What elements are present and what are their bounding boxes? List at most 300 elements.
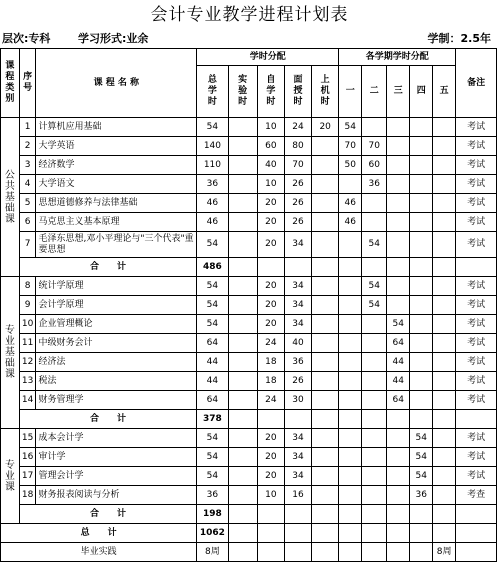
semester-hours-cell: 54 bbox=[339, 118, 362, 137]
semester-hours-cell bbox=[410, 277, 433, 296]
remark-cell: 考试 bbox=[456, 156, 497, 175]
years-label: 学制：2.5年 bbox=[427, 32, 491, 45]
seq-cell: 15 bbox=[19, 429, 36, 448]
plan-table bbox=[0, 48, 497, 562]
empty-cell bbox=[312, 258, 339, 277]
semester-hours-cell bbox=[387, 486, 410, 505]
semester-hours-cell bbox=[387, 137, 410, 156]
semester-hours-cell: 60 bbox=[362, 156, 387, 175]
semester-hours-cell bbox=[433, 391, 456, 410]
grand-total-label: 总 计 bbox=[1, 524, 197, 543]
table-row bbox=[1, 296, 497, 315]
seq-cell: 10 bbox=[19, 315, 36, 334]
table-row bbox=[1, 277, 497, 296]
self-hours-cell: 20 bbox=[257, 232, 284, 258]
course-name-cell: 经济数学 bbox=[36, 156, 197, 175]
semester-hours-cell bbox=[410, 353, 433, 372]
self-hours-cell: 20 bbox=[257, 315, 284, 334]
seq-cell: 2 bbox=[19, 137, 36, 156]
semester-hours-cell bbox=[433, 175, 456, 194]
empty-cell bbox=[410, 524, 433, 543]
total-hours-cell: 64 bbox=[197, 391, 228, 410]
exp-hours-cell bbox=[228, 137, 257, 156]
semester-hours-cell bbox=[410, 232, 433, 258]
table-row bbox=[1, 194, 497, 213]
semester-hours-cell bbox=[410, 315, 433, 334]
seq-cell: 13 bbox=[19, 372, 36, 391]
face-hours-cell: 80 bbox=[284, 137, 311, 156]
course-name-cell: 大学语文 bbox=[36, 175, 197, 194]
face-hours-cell: 26 bbox=[284, 194, 311, 213]
remark-cell: 考试 bbox=[456, 137, 497, 156]
empty-cell bbox=[284, 505, 311, 524]
empty-cell bbox=[228, 524, 257, 543]
category-header: 课程类别 bbox=[1, 49, 20, 118]
semester-hours-cell bbox=[362, 213, 387, 232]
semester-hours-cell bbox=[433, 372, 456, 391]
subtotal-label: 合 计 bbox=[19, 410, 196, 429]
total-hours-cell: 36 bbox=[197, 486, 228, 505]
category-cell: 专业课 bbox=[1, 429, 20, 524]
empty-cell bbox=[410, 543, 433, 562]
course-name-cell: 毛泽东思想,邓小平理论与"三个代表"重要思想 bbox=[36, 232, 197, 258]
category-cell: 公共基础课 bbox=[1, 118, 20, 277]
semester-hours-cell: 70 bbox=[362, 137, 387, 156]
semester-hours-cell: 54 bbox=[362, 232, 387, 258]
semester-hours-cell: 50 bbox=[339, 156, 362, 175]
semester-hours-cell bbox=[433, 334, 456, 353]
self-hours-cell: 24 bbox=[257, 391, 284, 410]
semester-hours-cell: 36 bbox=[362, 175, 387, 194]
semester-hours-cell: 54 bbox=[362, 296, 387, 315]
course-name-cell: 会计学原理 bbox=[36, 296, 197, 315]
semester-hours-cell bbox=[433, 448, 456, 467]
self-hours-cell: 40 bbox=[257, 156, 284, 175]
face-hours-cell: 40 bbox=[284, 334, 311, 353]
empty-cell bbox=[456, 543, 497, 562]
seq-cell: 6 bbox=[19, 213, 36, 232]
semester-hours-cell bbox=[433, 213, 456, 232]
empty-cell bbox=[433, 524, 456, 543]
exp-hours-cell bbox=[228, 353, 257, 372]
empty-cell bbox=[339, 543, 362, 562]
empty-cell bbox=[410, 410, 433, 429]
seq-cell: 12 bbox=[19, 353, 36, 372]
table-row bbox=[1, 486, 497, 505]
total-hours-cell: 54 bbox=[197, 232, 228, 258]
self-hours-cell: 20 bbox=[257, 277, 284, 296]
remark-cell: 考试 bbox=[456, 315, 497, 334]
self-hours-cell: 10 bbox=[257, 118, 284, 137]
total-hours-cell: 36 bbox=[197, 175, 228, 194]
computer-hours-cell bbox=[312, 194, 339, 213]
total-hours-cell: 46 bbox=[197, 213, 228, 232]
hours-col-header: 面授时 bbox=[284, 66, 311, 118]
course-name-cell: 财务报表阅读与分析 bbox=[36, 486, 197, 505]
category-cell: 专业基础课 bbox=[1, 277, 20, 429]
face-hours-cell: 24 bbox=[284, 118, 311, 137]
face-hours-cell: 34 bbox=[284, 296, 311, 315]
semester-hours-cell bbox=[387, 448, 410, 467]
empty-cell bbox=[410, 258, 433, 277]
semester-hours-cell bbox=[410, 194, 433, 213]
face-hours-cell: 34 bbox=[284, 315, 311, 334]
semester-hours-cell: 54 bbox=[410, 429, 433, 448]
meta-bar bbox=[0, 30, 499, 48]
course-name-cell: 统计学原理 bbox=[36, 277, 197, 296]
computer-hours-cell bbox=[312, 175, 339, 194]
semester-hours-cell: 46 bbox=[339, 213, 362, 232]
self-hours-cell: 20 bbox=[257, 429, 284, 448]
computer-hours-cell bbox=[312, 353, 339, 372]
hours-col-header: 自学时 bbox=[257, 66, 284, 118]
hours-col-header: 实验时 bbox=[228, 66, 257, 118]
empty-cell bbox=[362, 543, 387, 562]
subtotal-row bbox=[1, 410, 497, 429]
semester-hours-cell bbox=[339, 315, 362, 334]
computer-hours-cell bbox=[312, 467, 339, 486]
empty-cell bbox=[433, 410, 456, 429]
semester-hours-cell bbox=[362, 448, 387, 467]
semester-hours-cell bbox=[362, 118, 387, 137]
semester-hours-cell bbox=[433, 232, 456, 258]
semester-hours-cell bbox=[433, 277, 456, 296]
semester-hours-cell: 64 bbox=[387, 334, 410, 353]
self-hours-cell: 18 bbox=[257, 353, 284, 372]
semester-hours-cell bbox=[433, 194, 456, 213]
level-label: 层次:专科 bbox=[2, 32, 51, 45]
empty-cell bbox=[362, 410, 387, 429]
empty-cell bbox=[362, 505, 387, 524]
remark-cell: 考试 bbox=[456, 194, 497, 213]
remark-cell: 考试 bbox=[456, 213, 497, 232]
semester-hours-cell: 36 bbox=[410, 486, 433, 505]
semester-hours-cell bbox=[362, 486, 387, 505]
table-row bbox=[1, 232, 497, 258]
total-hours-cell: 54 bbox=[197, 296, 228, 315]
self-hours-cell: 20 bbox=[257, 467, 284, 486]
face-hours-cell: 34 bbox=[284, 277, 311, 296]
subtotal-value: 486 bbox=[197, 258, 228, 277]
semester-hours-cell: 54 bbox=[410, 467, 433, 486]
semester-hours-cell bbox=[362, 391, 387, 410]
face-hours-cell: 34 bbox=[284, 232, 311, 258]
empty-cell bbox=[339, 505, 362, 524]
self-hours-cell: 10 bbox=[257, 486, 284, 505]
semester-hours-cell bbox=[387, 175, 410, 194]
empty-cell bbox=[339, 410, 362, 429]
empty-cell bbox=[284, 410, 311, 429]
table-row bbox=[1, 213, 497, 232]
empty-cell bbox=[456, 524, 497, 543]
remark-cell: 考试 bbox=[456, 175, 497, 194]
face-hours-cell: 36 bbox=[284, 353, 311, 372]
empty-cell bbox=[257, 258, 284, 277]
practice-label: 毕业实践 bbox=[1, 543, 197, 562]
seq-cell: 9 bbox=[19, 296, 36, 315]
subtotal-label: 合 计 bbox=[19, 258, 196, 277]
semester-hours-cell: 54 bbox=[362, 277, 387, 296]
seq-cell: 1 bbox=[19, 118, 36, 137]
semester-hours-cell bbox=[387, 467, 410, 486]
semester-hours-cell bbox=[339, 296, 362, 315]
seq-cell: 3 bbox=[19, 156, 36, 175]
course-name-cell: 财务管理学 bbox=[36, 391, 197, 410]
semester-hours-cell bbox=[362, 467, 387, 486]
course-name-cell: 马克思主义基本原理 bbox=[36, 213, 197, 232]
self-hours-cell: 20 bbox=[257, 194, 284, 213]
exp-hours-cell bbox=[228, 448, 257, 467]
semester-hours-cell bbox=[339, 277, 362, 296]
empty-cell bbox=[387, 524, 410, 543]
hours-group-header: 学时分配 bbox=[197, 49, 339, 66]
semester-hours-cell bbox=[433, 118, 456, 137]
semester-hours-cell bbox=[339, 429, 362, 448]
empty-cell bbox=[284, 258, 311, 277]
exp-hours-cell bbox=[228, 118, 257, 137]
subtotal-value: 378 bbox=[197, 410, 228, 429]
semester-hours-cell bbox=[410, 118, 433, 137]
seq-cell: 4 bbox=[19, 175, 36, 194]
self-hours-cell: 20 bbox=[257, 296, 284, 315]
empty-cell bbox=[257, 505, 284, 524]
semester-hours-cell bbox=[362, 372, 387, 391]
empty-cell bbox=[312, 543, 339, 562]
semester-hours-cell bbox=[387, 429, 410, 448]
remark-cell: 考试 bbox=[456, 467, 497, 486]
semester-hours-cell bbox=[387, 194, 410, 213]
exp-hours-cell bbox=[228, 175, 257, 194]
seq-cell: 16 bbox=[19, 448, 36, 467]
semester-hours-cell bbox=[339, 448, 362, 467]
empty-cell bbox=[228, 543, 257, 562]
empty-cell bbox=[433, 505, 456, 524]
total-hours-cell: 44 bbox=[197, 353, 228, 372]
semester-hours-cell bbox=[410, 213, 433, 232]
table-row bbox=[1, 137, 497, 156]
total-hours-cell: 54 bbox=[197, 429, 228, 448]
face-hours-cell: 34 bbox=[284, 467, 311, 486]
subtotal-row bbox=[1, 505, 497, 524]
semester-hours-cell bbox=[339, 391, 362, 410]
seq-cell: 14 bbox=[19, 391, 36, 410]
exp-hours-cell bbox=[228, 391, 257, 410]
empty-cell bbox=[387, 505, 410, 524]
computer-hours-cell bbox=[312, 334, 339, 353]
course-name-cell: 计算机应用基础 bbox=[36, 118, 197, 137]
empty-cell bbox=[228, 410, 257, 429]
semester-hours-cell bbox=[433, 353, 456, 372]
course-name-cell: 审计学 bbox=[36, 448, 197, 467]
semester-hours-cell: 64 bbox=[387, 391, 410, 410]
semester-hours-cell bbox=[339, 372, 362, 391]
self-hours-cell: 10 bbox=[257, 175, 284, 194]
course-name-cell: 管理会计学 bbox=[36, 467, 197, 486]
table-row bbox=[1, 353, 497, 372]
grand-total-value: 1062 bbox=[197, 524, 228, 543]
semester-hours-cell bbox=[433, 156, 456, 175]
total-hours-cell: 46 bbox=[197, 194, 228, 213]
exp-hours-cell bbox=[228, 156, 257, 175]
semester-hours-cell bbox=[387, 213, 410, 232]
practice-semester5: 8周 bbox=[433, 543, 456, 562]
empty-cell bbox=[339, 258, 362, 277]
semester-hours-cell bbox=[339, 232, 362, 258]
semester-hours-cell bbox=[387, 156, 410, 175]
semester-hours-cell bbox=[339, 353, 362, 372]
face-hours-cell: 26 bbox=[284, 213, 311, 232]
semester-hours-cell bbox=[362, 353, 387, 372]
computer-hours-cell bbox=[312, 429, 339, 448]
exp-hours-cell bbox=[228, 194, 257, 213]
semester-hours-cell bbox=[387, 118, 410, 137]
seq-header: 序号 bbox=[19, 49, 36, 118]
empty-cell bbox=[257, 543, 284, 562]
course-name-cell: 中级财务会计 bbox=[36, 334, 197, 353]
total-hours-cell: 54 bbox=[197, 118, 228, 137]
subtotal-row bbox=[1, 258, 497, 277]
table-row bbox=[1, 118, 497, 137]
practice-total: 8周 bbox=[197, 543, 228, 562]
semester-hours-cell: 70 bbox=[339, 137, 362, 156]
total-hours-cell: 140 bbox=[197, 137, 228, 156]
semester-hours-cell bbox=[362, 315, 387, 334]
total-hours-cell: 110 bbox=[197, 156, 228, 175]
course-name-cell: 经济法 bbox=[36, 353, 197, 372]
remark-cell: 考试 bbox=[456, 232, 497, 258]
semester-hours-cell bbox=[362, 194, 387, 213]
computer-hours-cell bbox=[312, 277, 339, 296]
semester-col-header: 二 bbox=[362, 66, 387, 118]
exp-hours-cell bbox=[228, 315, 257, 334]
empty-cell bbox=[456, 258, 497, 277]
table-row bbox=[1, 175, 497, 194]
exp-hours-cell bbox=[228, 232, 257, 258]
total-hours-cell: 64 bbox=[197, 334, 228, 353]
semester-hours-cell bbox=[433, 486, 456, 505]
course-name-cell: 大学英语 bbox=[36, 137, 197, 156]
remark-cell: 考试 bbox=[456, 277, 497, 296]
seq-cell: 18 bbox=[19, 486, 36, 505]
semester-col-header: 一 bbox=[339, 66, 362, 118]
total-hours-cell: 54 bbox=[197, 277, 228, 296]
course-name-cell: 企业管理概论 bbox=[36, 315, 197, 334]
remark-cell: 考试 bbox=[456, 334, 497, 353]
empty-cell bbox=[456, 410, 497, 429]
face-hours-cell: 16 bbox=[284, 486, 311, 505]
remark-header: 备注 bbox=[456, 49, 497, 118]
computer-hours-cell bbox=[312, 156, 339, 175]
empty-cell bbox=[387, 258, 410, 277]
empty-cell bbox=[410, 505, 433, 524]
table-row bbox=[1, 372, 497, 391]
computer-hours-cell bbox=[312, 296, 339, 315]
computer-hours-cell bbox=[312, 372, 339, 391]
exp-hours-cell bbox=[228, 429, 257, 448]
self-hours-cell: 18 bbox=[257, 372, 284, 391]
self-hours-cell: 20 bbox=[257, 213, 284, 232]
table-row bbox=[1, 467, 497, 486]
course-name-cell: 思想道德修养与法律基础 bbox=[36, 194, 197, 213]
semester-hours-cell bbox=[339, 334, 362, 353]
empty-cell bbox=[433, 258, 456, 277]
semester-hours-cell bbox=[410, 334, 433, 353]
remark-cell: 考试 bbox=[456, 448, 497, 467]
form-label: 学习形式:业余 bbox=[78, 32, 149, 45]
table-row bbox=[1, 315, 497, 334]
semester-hours-cell bbox=[433, 467, 456, 486]
self-hours-cell: 20 bbox=[257, 448, 284, 467]
semester-hours-cell: 46 bbox=[339, 194, 362, 213]
total-hours-cell: 54 bbox=[197, 448, 228, 467]
self-hours-cell: 60 bbox=[257, 137, 284, 156]
semester-hours-cell bbox=[410, 372, 433, 391]
empty-cell bbox=[362, 258, 387, 277]
computer-hours-cell bbox=[312, 448, 339, 467]
table-row bbox=[1, 448, 497, 467]
semester-hours-cell bbox=[387, 277, 410, 296]
subtotal-value: 198 bbox=[197, 505, 228, 524]
semester-hours-cell: 44 bbox=[387, 372, 410, 391]
semester-hours-cell bbox=[339, 486, 362, 505]
exp-hours-cell bbox=[228, 277, 257, 296]
computer-hours-cell bbox=[312, 137, 339, 156]
face-hours-cell: 26 bbox=[284, 175, 311, 194]
semester-col-header: 五 bbox=[433, 66, 456, 118]
empty-cell bbox=[312, 410, 339, 429]
semester-hours-cell bbox=[339, 467, 362, 486]
table-row bbox=[1, 156, 497, 175]
total-hours-cell: 54 bbox=[197, 467, 228, 486]
semester-hours-cell: 44 bbox=[387, 353, 410, 372]
face-hours-cell: 26 bbox=[284, 372, 311, 391]
table-row bbox=[1, 429, 497, 448]
total-hours-cell: 44 bbox=[197, 372, 228, 391]
hours-col-header: 总学时 bbox=[197, 66, 228, 118]
seq-cell: 11 bbox=[19, 334, 36, 353]
hours-col-header: 上机时 bbox=[312, 66, 339, 118]
semester-hours-cell bbox=[433, 296, 456, 315]
face-hours-cell: 34 bbox=[284, 448, 311, 467]
empty-cell bbox=[284, 524, 311, 543]
semester-hours-cell bbox=[433, 137, 456, 156]
semester-hours-cell bbox=[410, 391, 433, 410]
semester-group-header: 各学期学时分配 bbox=[339, 49, 456, 66]
total-hours-cell: 54 bbox=[197, 315, 228, 334]
empty-cell bbox=[362, 524, 387, 543]
semester-hours-cell bbox=[410, 175, 433, 194]
remark-cell: 考查 bbox=[456, 486, 497, 505]
exp-hours-cell bbox=[228, 467, 257, 486]
computer-hours-cell: 20 bbox=[312, 118, 339, 137]
face-hours-cell: 70 bbox=[284, 156, 311, 175]
empty-cell bbox=[257, 524, 284, 543]
table-row bbox=[1, 391, 497, 410]
empty-cell bbox=[312, 505, 339, 524]
computer-hours-cell bbox=[312, 213, 339, 232]
computer-hours-cell bbox=[312, 486, 339, 505]
exp-hours-cell bbox=[228, 296, 257, 315]
semester-hours-cell bbox=[433, 429, 456, 448]
remark-cell: 考试 bbox=[456, 391, 497, 410]
empty-cell bbox=[284, 543, 311, 562]
semester-hours-cell: 54 bbox=[387, 315, 410, 334]
seq-cell: 17 bbox=[19, 467, 36, 486]
page-title: 会计专业教学进程计划表 bbox=[150, 5, 349, 25]
exp-hours-cell bbox=[228, 334, 257, 353]
remark-cell: 考试 bbox=[456, 353, 497, 372]
empty-cell bbox=[228, 258, 257, 277]
